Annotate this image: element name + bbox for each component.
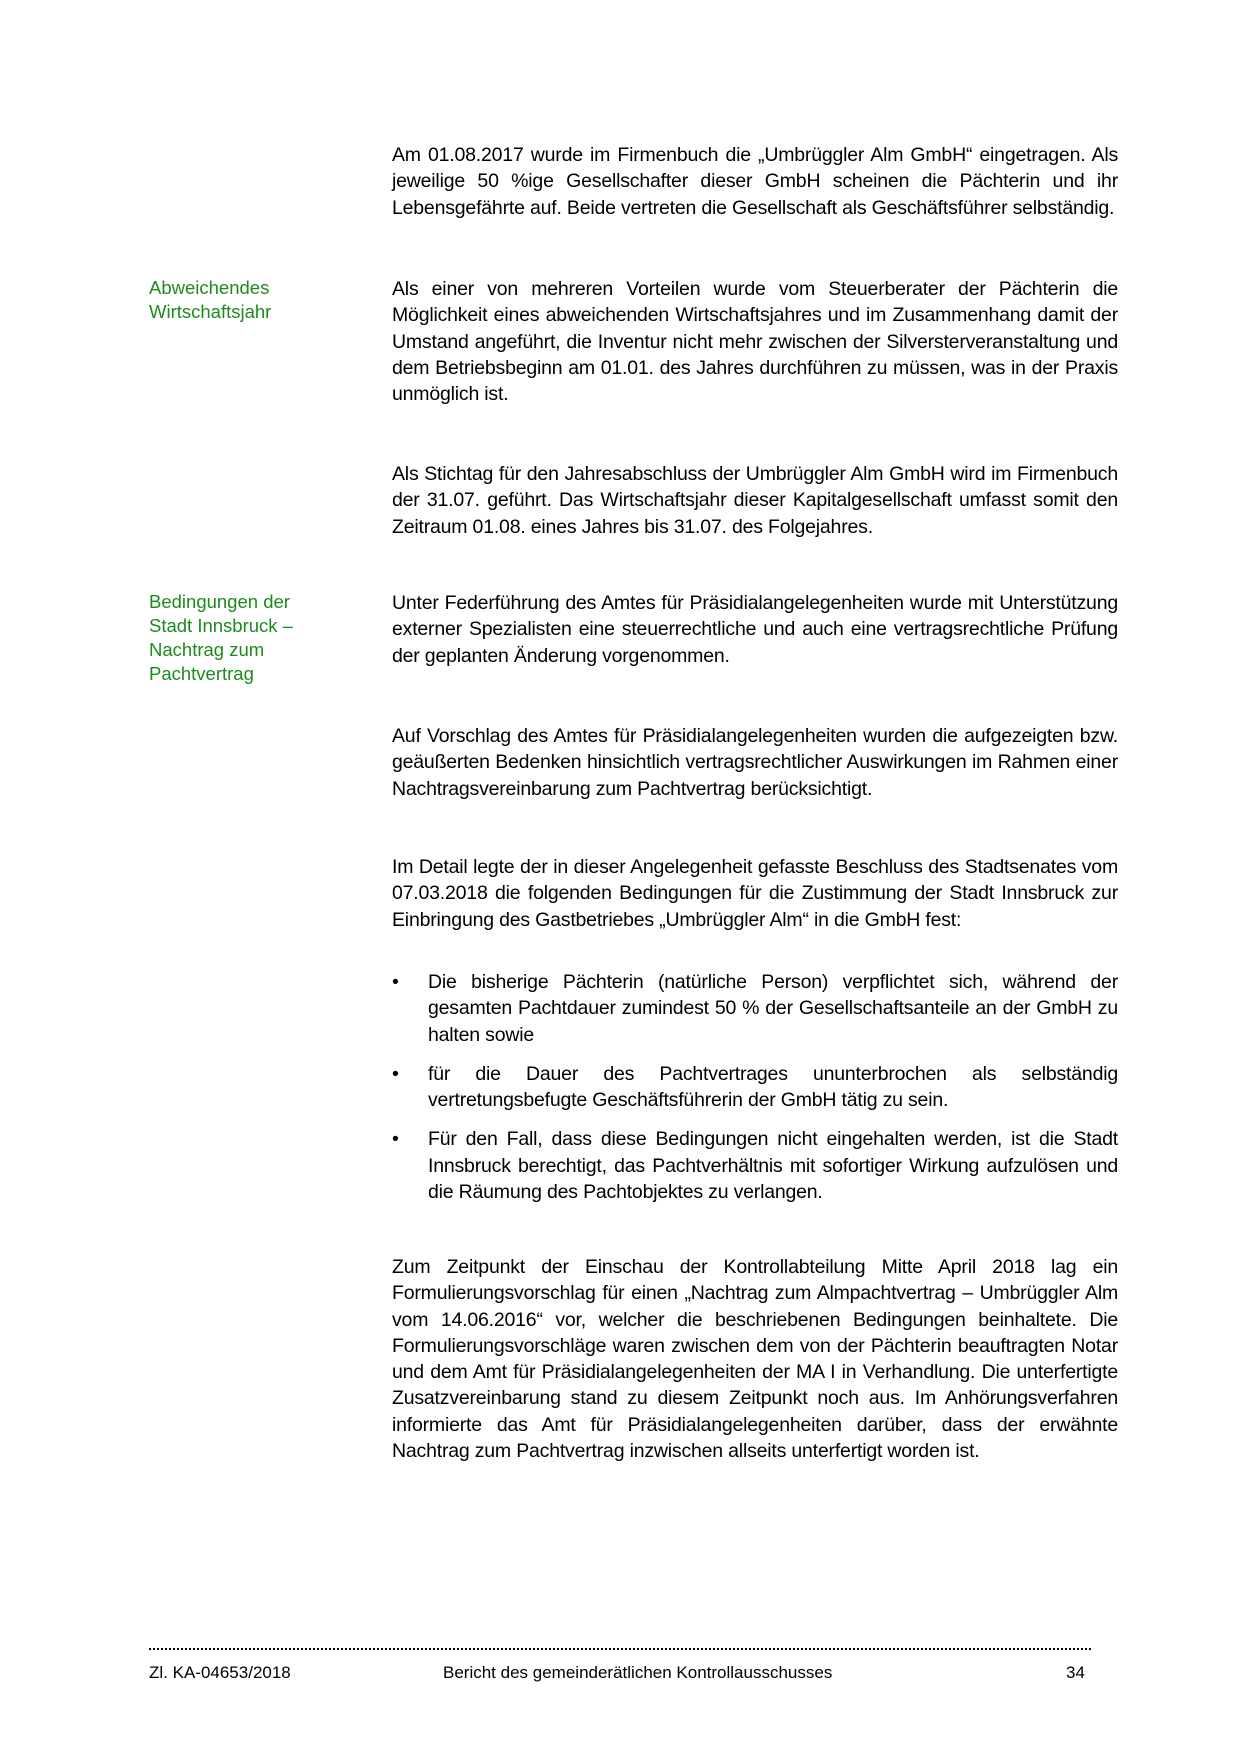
paragraph-stichtag: Als Stichtag für den Jahresabschluss der Umbrüggler Alm GmbH wird im Firmenbuch der 31.07. geführt. Das Wirtschaftsjahr dieser Kapitalgesellschaft umfasst somit den Zeitraum 01.08. eines Jahres bis 31.07. des Folgejahres.	[392, 463, 1118, 538]
sidenote-abweichendes-wirtschaftsjahr	[149, 276, 339, 324]
list-item-text: Die bisherige Pächterin (natürliche Person) verpflichtet sich, während der gesamten Pachtdauer zumindest 50 % der Gesellschaftsanteile an der GmbH zu halten sowie	[428, 971, 1118, 1046]
sidenote-line: Pachtvertrag	[149, 663, 254, 684]
list-item-text: Für den Fall, dass diese Bedingungen nicht eingehalten werden, ist die Stadt Innsbruck berechtigt, das Pachtverhältnis mit sofortiger Wirkung aufzulösen und die Räumung des Pachtobjektes zu verlangen.	[428, 1128, 1118, 1204]
paragraph-gmbh-registration: Am 01.08.2017 wurde im Firmenbuch die „Umbrüggler Alm GmbH“ eingetragen. Als jeweilige 50 %ige Gesellschafter dieser GmbH scheinen die Pächterin und ihr Lebensgefährte auf. Beide vertreten die Gesellschaft als Geschäftsführer selbständig.	[392, 144, 1118, 219]
paragraph-federfuehrung: Unter Federführung des Amtes für Präsidialangelegenheiten wurde mit Unterstützung externer Spezialisten eine steuerrechtliche und auch eine vertragsrechtliche Prüfung der geplanten Änderung vorgenommen.	[392, 592, 1118, 667]
list-item	[392, 969, 1118, 1048]
sidenote-line: Wirtschaftsjahr	[149, 301, 272, 322]
footer-title: Bericht des gemeinderätlichen Kontrollausschusses	[443, 1663, 833, 1682]
paragraph-vorschlag: Auf Vorschlag des Amtes für Präsidialangelegenheiten wurden die aufgezeigten bzw. geäußerten Bedenken hinsichtlich vertragsrechtlicher Auswirkungen im Rahmen einer Nachtragsvereinbarung zum Pachtvertrag berücksichtigt.	[392, 725, 1118, 800]
bullet-icon: •	[392, 1128, 399, 1151]
sidenote-bedingungen	[149, 590, 339, 686]
sidenote-line: Stadt Innsbruck –	[149, 615, 293, 636]
list-item	[392, 1061, 1118, 1114]
sidenote-line: Bedingungen der	[149, 591, 290, 612]
list-item	[392, 1126, 1118, 1205]
sidenote-line: Nachtrag zum	[149, 639, 265, 660]
footer-page-number: 34	[1066, 1663, 1085, 1682]
sidenote-line: Abweichendes	[149, 277, 270, 298]
bullet-icon: •	[392, 1062, 399, 1085]
paragraph-vorteile: Als einer von mehreren Vorteilen wurde vom Steuerberater der Pächterin die Möglichkeit eines abweichenden Wirtschaftsjahres und im Zusammenhang damit der Umstand angeführt, die Inventur nicht mehr zwischen der Silversterveranstaltung und dem Betriebsbeginn am 01.01. des Jahres durchführen zu müssen, was in der Praxis unmöglich ist.	[392, 278, 1118, 406]
conditions-list	[392, 969, 1118, 1218]
list-item-text: für die Dauer des Pachtvertrages ununterbrochen als selbständig vertretungsbefugte Geschäftsführerin der GmbH tätig zu sein.	[428, 1062, 1118, 1112]
footer-reference: Zl. KA-04653/2018	[149, 1663, 291, 1682]
bullet-icon: •	[392, 971, 399, 993]
footer-divider	[149, 1648, 1091, 1650]
paragraph-zeitpunkt-einschau: Zum Zeitpunkt der Einschau der Kontrollabteilung Mitte April 2018 lag ein Formulierungsvorschlag für einen „Nachtrag zum Almpachtvertrag – Umbrüggler Alm vom 14.06.2016“ vor, welcher die beschriebenen Bedingungen beinhaltete. Die Formulierungsvorschläge waren zwischen dem von der Pächterin beauftragten Notar und dem Amt für Präsidialangelegenheiten der MA I in Verhandlung. Die unterfertigte Zusatzvereinbarung stand zu diesem Zeitpunkt noch aus. Im Anhörungsverfahren informierte das Amt für Präsidialangelegenheiten darüber, dass der erwähnte Nachtrag zum Pachtvertrag inzwischen allseits unterfertigt worden ist.	[392, 1256, 1118, 1463]
paragraph-im-detail: Im Detail legte der in dieser Angelegenheit gefasste Beschluss des Stadtsenates vom 07.03.2018 die folgenden Bedingungen für die Zustimmung der Stadt Innsbruck zur Einbringung des Gastbetriebes „Umbrüggler Alm“ in die GmbH fest:	[392, 856, 1118, 931]
